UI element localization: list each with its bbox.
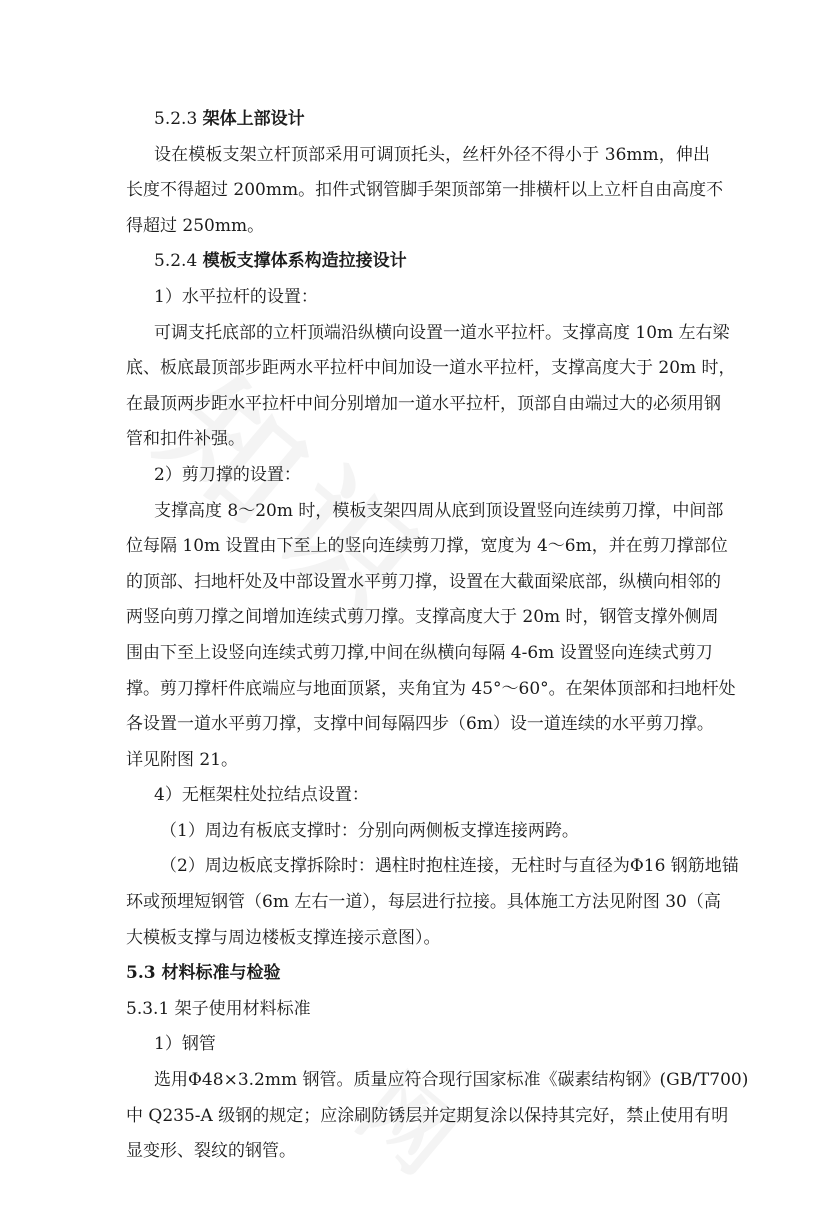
paragraph-line: 管和扣件补强。 xyxy=(126,429,245,450)
list-item-heading: 1）水平拉杆的设置： xyxy=(154,286,318,307)
list-item-heading: 2）剪刀撑的设置： xyxy=(154,464,301,485)
section-heading-5-2-4: 5.2.4 模板支撑体系构造拉接设计 xyxy=(154,251,407,272)
paragraph-line: 底、板底最顶部步距两水平拉杆中间加设一道水平拉杆，支撑高度大于 20m 时， xyxy=(126,358,736,379)
paragraph-line: 详见附图 21。 xyxy=(126,749,239,770)
paragraph-line: 撑。剪刀撑杆件底端应与地面顶紧，夹角宜为 45°～60°。在架体顶部和扫地杆处 xyxy=(126,678,736,699)
paragraph-line: 支撑高度 8～20m 时，模板支架四周从底到顶设置竖向连续剪刀撑，中间部 xyxy=(154,500,724,521)
paragraph-line: 大模板支撑与周边楼板支撑连接示意图）。 xyxy=(126,927,441,948)
paragraph-line: 设在模板支架立杆顶部采用可调顶托头，丝杆外径不得小于 36mm，伸出 xyxy=(154,144,710,165)
section-heading-5-3: 5.3 材料标准与检验 xyxy=(126,963,281,984)
paragraph-line: 位每隔 10m 设置由下至上的竖向连续剪刀撑，宽度为 4～6m，并在剪刀撑部位 xyxy=(126,536,728,557)
paragraph-line: 的顶部、扫地杆处及中部设置水平剪刀撑，设置在大截面梁底部，纵横向相邻的 xyxy=(126,571,721,592)
paragraph-line: 各设置一道水平剪刀撑，支撑中间每隔四步（6m）设一道连续的水平剪刀撑。 xyxy=(126,714,714,735)
paragraph-line: （1）周边有板底支撑时：分别向两侧板支撑连接两跨。 xyxy=(160,820,579,841)
paragraph-line: 长度不得超过 200mm。扣件式钢管脚手架顶部第一排横杆以上立杆自由高度不 xyxy=(126,180,724,201)
paragraph-line: 围由下至上设竖向连续式剪刀撑,中间在纵横向每隔 4-6m 设置竖向连续式剪刀 xyxy=(126,642,713,663)
paragraph-line: 环或预埋短钢管（6m 左右一道），每层进行拉接。具体施工方法见附图 30（高 xyxy=(126,892,721,913)
document-body xyxy=(126,102,749,1170)
paragraph-line: 选用Φ48×3.2mm 钢管。质量应符合现行国家标准《碳素结构钢》(GB/T700) xyxy=(154,1070,749,1091)
list-item-heading: 1）钢管 xyxy=(154,1034,216,1055)
paragraph-line: 可调支托底部的立杆顶端沿纵横向设置一道水平拉杆。支撑高度 10m 左右梁 xyxy=(154,322,730,343)
list-item-heading: 4）无框架柱处拉结点设置： xyxy=(154,785,369,806)
section-heading-5-2-3: 5.2.3 架体上部设计 xyxy=(154,109,305,129)
paragraph-line: 显变形、裂纹的钢管。 xyxy=(126,1141,296,1162)
paragraph-line: 两竖向剪刀撑之间增加连续式剪刀撑。支撑高度大于 20m 时，钢管支撑外侧周 xyxy=(126,607,719,628)
paragraph-line: 在最顶两步距水平拉杆中间分别增加一道水平拉杆，顶部自由端过大的必须用钢 xyxy=(126,393,721,414)
paragraph-line: 中 Q235-A 级钢的规定；应涂刷防锈层并定期复涂以保持其完好，禁止使用有明 xyxy=(126,1105,729,1126)
paragraph-line: （2）周边板底支撑拆除时：遇柱时抱柱连接，无柱时与直径为Φ16 钢筋地锚 xyxy=(160,856,739,877)
paragraph-line: 得超过 250mm。 xyxy=(126,215,265,236)
subsection-heading-5-3-1: 5.3.1 架子使用材料标准 xyxy=(126,998,311,1019)
